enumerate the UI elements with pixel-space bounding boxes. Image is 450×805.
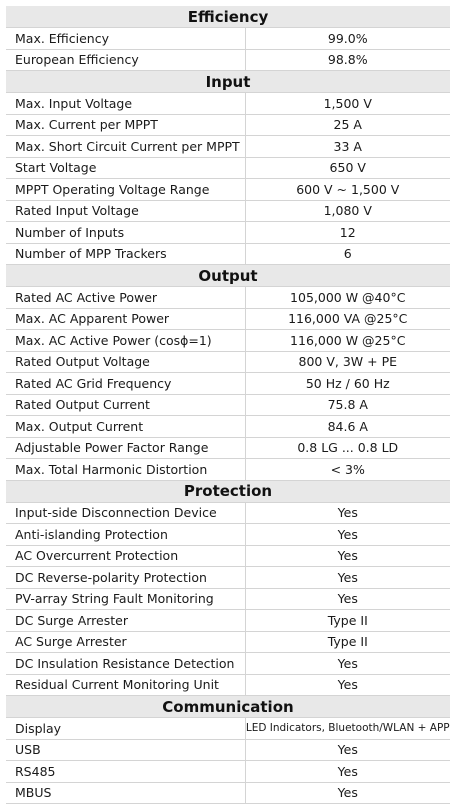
spec-value: 6 (245, 243, 450, 265)
table-row (6, 588, 450, 610)
table-row (6, 718, 450, 740)
table-row (6, 114, 450, 136)
section-header-input (6, 71, 450, 93)
spec-label: Number of Inputs (6, 222, 245, 244)
spec-value: 116,000 W @25°C (245, 330, 450, 352)
table-row (6, 308, 450, 330)
spec-label: Adjustable Power Factor Range (6, 437, 245, 459)
table-row (6, 373, 450, 395)
spec-label: Anti-islanding Protection (6, 524, 245, 546)
spec-label: DC Reverse-polarity Protection (6, 567, 245, 589)
spec-value: 25 A (245, 114, 450, 136)
spec-label: Input-side Disconnection Device (6, 502, 245, 524)
table-row (6, 739, 450, 761)
spec-table-body (6, 6, 450, 804)
spec-value: 75.8 A (245, 394, 450, 416)
table-row (6, 243, 450, 265)
table-row (6, 416, 450, 438)
spec-label: Rated Output Current (6, 394, 245, 416)
spec-label: European Efficiency (6, 49, 245, 71)
table-row (6, 502, 450, 524)
spec-label: Max. Short Circuit Current per MPPT (6, 136, 245, 158)
spec-value: 0.8 LG ... 0.8 LD (245, 437, 450, 459)
table-row (6, 761, 450, 783)
spec-value: 105,000 W @40°C (245, 287, 450, 309)
spec-value: Yes (245, 524, 450, 546)
table-row (6, 200, 450, 222)
section-title: Communication (6, 696, 450, 718)
spec-value: 800 V, 3W + PE (245, 351, 450, 373)
table-row (6, 93, 450, 115)
section-title: Output (6, 265, 450, 287)
section-title: Efficiency (6, 6, 450, 28)
spec-label: Start Voltage (6, 157, 245, 179)
section-header-output (6, 265, 450, 287)
spec-label: Rated AC Grid Frequency (6, 373, 245, 395)
section-title: Input (6, 71, 450, 93)
spec-label: USB (6, 739, 245, 761)
section-title: Protection (6, 480, 450, 502)
spec-value: 99.0% (245, 28, 450, 50)
spec-value: 50 Hz / 60 Hz (245, 373, 450, 395)
table-row (6, 610, 450, 632)
table-row (6, 674, 450, 696)
table-row (6, 437, 450, 459)
spec-value: 12 (245, 222, 450, 244)
table-row (6, 49, 450, 71)
spec-label: Residual Current Monitoring Unit (6, 674, 245, 696)
spec-label: MBUS (6, 782, 245, 804)
spec-value: LED Indicators, Bluetooth/WLAN + APP (245, 718, 450, 740)
table-row (6, 28, 450, 50)
spec-value: 650 V (245, 157, 450, 179)
spec-label: DC Insulation Resistance Detection (6, 653, 245, 675)
spec-label: Display (6, 718, 245, 740)
table-row (6, 524, 450, 546)
spec-label: Max. Input Voltage (6, 93, 245, 115)
spec-value: Yes (245, 588, 450, 610)
table-row (6, 351, 450, 373)
spec-value: Type II (245, 610, 450, 632)
spec-value: 84.6 A (245, 416, 450, 438)
table-row (6, 179, 450, 201)
spec-value: Yes (245, 674, 450, 696)
spec-value: Yes (245, 761, 450, 783)
spec-value: < 3% (245, 459, 450, 481)
table-row (6, 631, 450, 653)
spec-label: Max. AC Active Power (cosϕ=1) (6, 330, 245, 352)
spec-label: Max. Output Current (6, 416, 245, 438)
spec-label: AC Surge Arrester (6, 631, 245, 653)
spec-value: Yes (245, 653, 450, 675)
table-row (6, 287, 450, 309)
table-row (6, 157, 450, 179)
table-row (6, 136, 450, 158)
spec-value: Yes (245, 739, 450, 761)
spec-label: RS485 (6, 761, 245, 783)
spec-value: 1,500 V (245, 93, 450, 115)
spec-label: Max. Current per MPPT (6, 114, 245, 136)
section-header-efficiency (6, 6, 450, 28)
spec-table (6, 6, 450, 804)
spec-value: Type II (245, 631, 450, 653)
section-header-protection (6, 480, 450, 502)
spec-label: Max. Efficiency (6, 28, 245, 50)
table-row (6, 653, 450, 675)
spec-label: Rated Input Voltage (6, 200, 245, 222)
table-row (6, 394, 450, 416)
spec-label: MPPT Operating Voltage Range (6, 179, 245, 201)
spec-label: Rated AC Active Power (6, 287, 245, 309)
spec-value: 600 V ~ 1,500 V (245, 179, 450, 201)
spec-value: Yes (245, 567, 450, 589)
spec-label: Max. AC Apparent Power (6, 308, 245, 330)
spec-value: 98.8% (245, 49, 450, 71)
table-row (6, 222, 450, 244)
spec-label: Rated Output Voltage (6, 351, 245, 373)
spec-label: DC Surge Arrester (6, 610, 245, 632)
table-row (6, 782, 450, 804)
table-row (6, 545, 450, 567)
spec-value: Yes (245, 502, 450, 524)
spec-value: Yes (245, 545, 450, 567)
spec-value: 33 A (245, 136, 450, 158)
spec-label: PV-array String Fault Monitoring (6, 588, 245, 610)
section-header-communication (6, 696, 450, 718)
table-row (6, 567, 450, 589)
spec-value: 1,080 V (245, 200, 450, 222)
spec-value: Yes (245, 782, 450, 804)
table-row (6, 330, 450, 352)
spec-label: Max. Total Harmonic Distortion (6, 459, 245, 481)
table-row (6, 459, 450, 481)
spec-label: Number of MPP Trackers (6, 243, 245, 265)
spec-label: AC Overcurrent Protection (6, 545, 245, 567)
spec-value: 116,000 VA @25°C (245, 308, 450, 330)
